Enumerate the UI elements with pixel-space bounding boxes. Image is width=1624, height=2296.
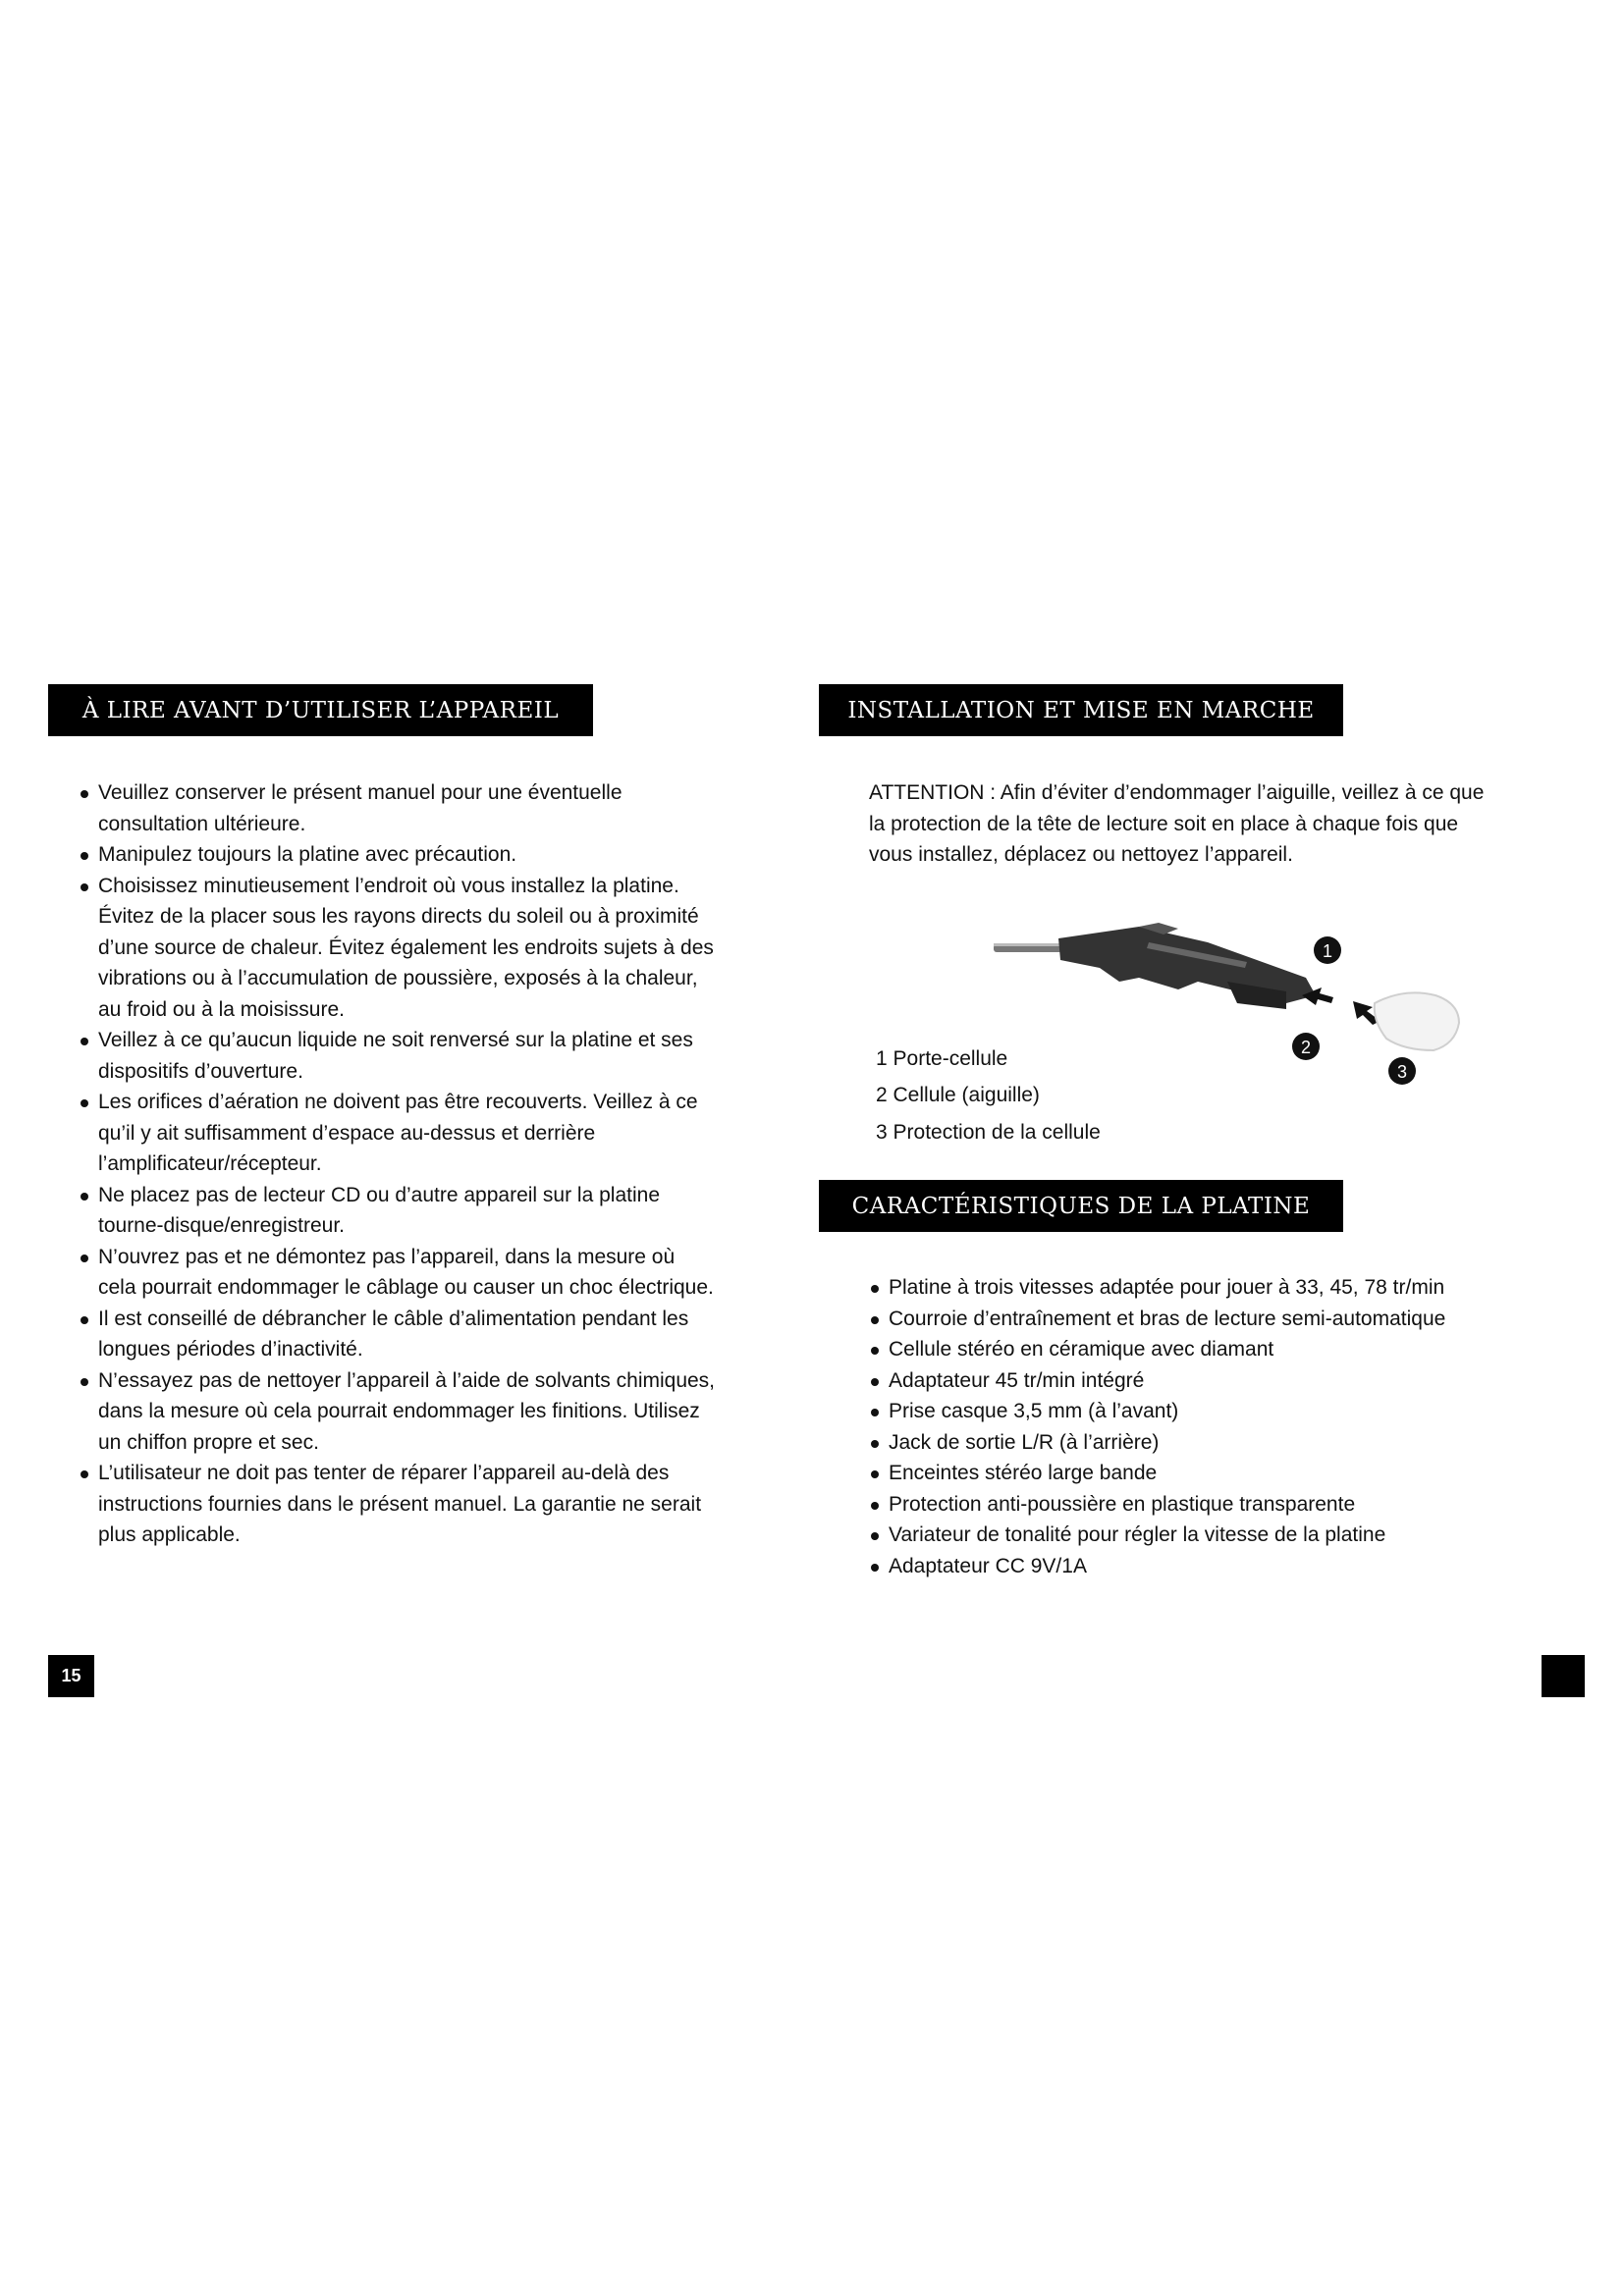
cartridge-diagram bbox=[992, 913, 1483, 1090]
list-item: Il est conseillé de débrancher le câble d’alimentation pendant les longues périodes d’inactivité. bbox=[79, 1304, 717, 1365]
legend-item-3: 3 Protection de la cellule bbox=[876, 1121, 1101, 1144]
list-item: N’ouvrez pas et ne démontez pas l’appareil, dans la mesure où cela pourrait endommager le câblage ou causer un choc électrique. bbox=[79, 1242, 717, 1304]
section-header-features bbox=[819, 1180, 1343, 1232]
list-item: Prise casque 3,5 mm (à l’avant) bbox=[869, 1396, 1507, 1427]
list-item: Variateur de tonalité pour régler la vitesse de la platine bbox=[869, 1520, 1507, 1551]
list-item: Veillez à ce qu’aucun liquide ne soit renversé sur la platine et ses dispositifs d’ouverture. bbox=[79, 1025, 717, 1087]
legend-item-1: 1 Porte-cellule bbox=[876, 1047, 1008, 1070]
list-item: Adaptateur CC 9V/1A bbox=[869, 1551, 1507, 1582]
legend-item-2: 2 Cellule (aiguille) bbox=[876, 1084, 1040, 1106]
features-list bbox=[869, 1272, 1507, 1581]
stylus-protector bbox=[1375, 992, 1459, 1050]
list-item: Ne placez pas de lecteur CD ou d’autre appareil sur la platine tourne-disque/enregistreur. bbox=[79, 1180, 717, 1242]
list-item: Les orifices d’aération ne doivent pas être recouverts. Veillez à ce qu’il y ait suffisamment d’espace au-dessus et derrière l’amplificateur/récepteur. bbox=[79, 1087, 717, 1180]
tonearm-tube-highlight bbox=[994, 943, 1062, 946]
list-item: Enceintes stéréo large bande bbox=[869, 1458, 1507, 1489]
list-item: N’essayez pas de nettoyer l’appareil à l’aide de solvants chimiques, dans la mesure où cela pourrait endommager les finitions. Utilisez un chiffon propre et sec. bbox=[79, 1365, 717, 1459]
list-item: Veuillez conserver le présent manuel pour une éventuelle consultation ultérieure. bbox=[79, 777, 717, 839]
section-title: CARACTÉRISTIQUES DE LA PLATINE bbox=[851, 1193, 1311, 1219]
section-title: À LIRE AVANT D’UTILISER L’APPAREIL bbox=[81, 697, 560, 723]
page-corner-marker bbox=[1542, 1655, 1585, 1697]
list-item: Adaptateur 45 tr/min intégré bbox=[869, 1365, 1507, 1397]
list-item: Choisissez minutieusement l’endroit où vous installez la platine. Évitez de la placer sous les rayons directs du soleil ou à proximité d’une source de chaleur. Évitez également les endroits sujets à des vibrations ou à l’accumulation de poussière, exposés à la chaleur, au froid ou à la moisissure. bbox=[79, 871, 717, 1026]
section-title: INSTALLATION ET MISE EN MARCHE bbox=[847, 697, 1315, 723]
list-item: Courroie d’entraînement et bras de lecture semi-automatique bbox=[869, 1304, 1507, 1335]
precautions-list bbox=[79, 777, 717, 1551]
section-header-before-use bbox=[48, 684, 593, 736]
list-item: Protection anti-poussière en plastique transparente bbox=[869, 1489, 1507, 1521]
list-item: L’utilisateur ne doit pas tenter de réparer l’appareil au-delà des instructions fournies dans le présent manuel. La garantie ne serait plus applicable. bbox=[79, 1458, 717, 1551]
page-number: 15 bbox=[48, 1655, 94, 1697]
attention-note: ATTENTION : Afin d’éviter d’endommager l’aiguille, veillez à ce que la protection de la tête de lecture soit en place à chaque fois que vous installez, déplacez ou nettoyez l’appareil. bbox=[869, 781, 1485, 866]
list-item: Jack de sortie L/R (à l’arrière) bbox=[869, 1427, 1507, 1459]
list-item: Platine à trois vitesses adaptée pour jouer à 33, 45, 78 tr/min bbox=[869, 1272, 1507, 1304]
marker-3-label: 3 bbox=[1396, 1062, 1408, 1082]
marker-1-label: 1 bbox=[1322, 941, 1333, 961]
list-item: Manipulez toujours la platine avec précaution. bbox=[79, 839, 717, 871]
marker-2-label: 2 bbox=[1300, 1038, 1312, 1057]
list-item: Cellule stéréo en céramique avec diamant bbox=[869, 1334, 1507, 1365]
section-header-installation bbox=[819, 684, 1343, 736]
